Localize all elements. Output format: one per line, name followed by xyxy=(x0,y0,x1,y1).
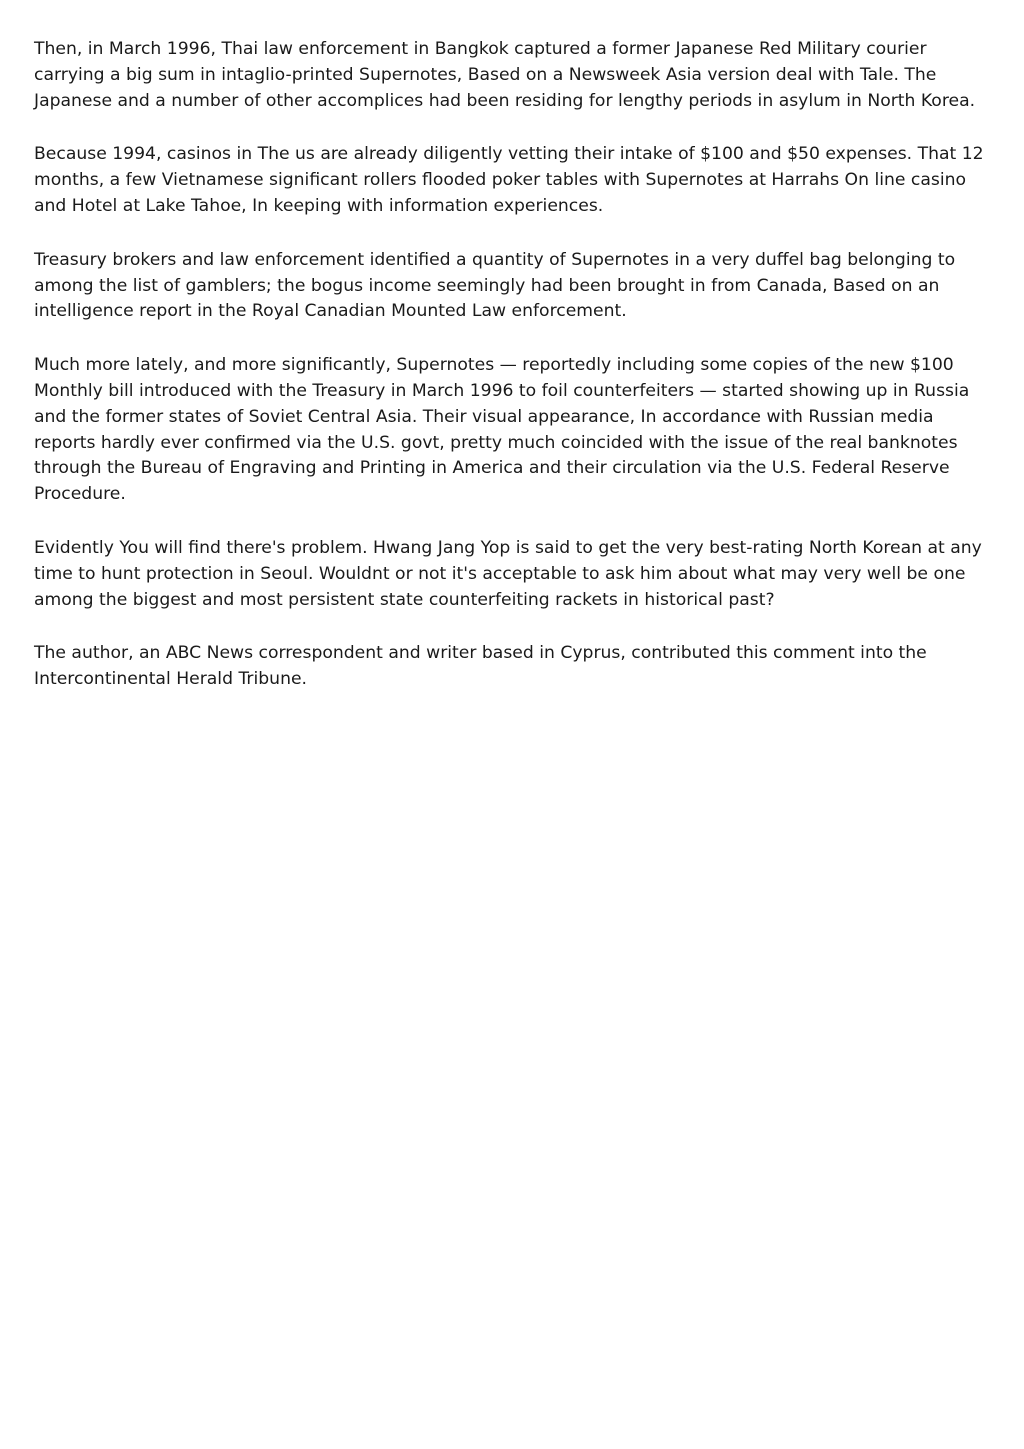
paragraph-hwang-jang-yop: Evidently You will find there's problem. Hwang Jang Yop is said to get the very best-rating North Korean at any time to hunt protection in Seoul. Wouldnt or not it's acceptable to ask him about what may very well be one among the biggest and most persistent state counterfeiting rackets in historical past? xyxy=(34,537,982,610)
paragraph-russia-central-asia: Much more lately, and more significantly, Supernotes — reportedly including some copies of the new $100 Monthly bill introduced with the Treasury in March 1996 to foil counterfeiters — started showing up in Russia and the former states of Soviet Central Asia. Their visual appearance, In accordance with Russian media reports hardly ever confirmed via the U.S. govt, pretty much coincided with the issue of the real banknotes through the Bureau of Engraving and Printing in America and their circulation via the U.S. Federal Reserve Procedure. xyxy=(34,355,970,505)
paragraph-casinos: Because 1994, casinos in The us are already diligently vetting their intake of $100 and $50 expenses. That 12 months, a few Vietnamese significant rollers flooded poker tables with Supernotes at Harrahs On line casino and Hotel at Lake Tahoe, In keeping with information experiences. xyxy=(34,144,984,216)
paragraph-bangkok-arrest: Then, in March 1996, Thai law enforcement in Bangkok captured a former Japanese Red Military courier carrying a big sum in intaglio-printed Supernotes, Based on a Newsweek Asia version deal with Tale. The Japanese and a number of other accomplices had been residing for lengthy periods in asylum in North Korea. xyxy=(34,39,976,111)
paragraph-treasury-brokers: Treasury brokers and law enforcement identified a quantity of Supernotes in a very duffel bag belonging to among the list of gamblers; the bogus income seemingly had been brought in from Canada, Based on an intelligence report in the Royal Canadian Mounted Law enforcement. xyxy=(34,249,956,322)
paragraph-author-note: The author, an ABC News correspondent and writer based in Cyprus, contributed this comment into the Intercontinental Herald Tribune. xyxy=(34,643,927,690)
document-body xyxy=(34,37,994,721)
